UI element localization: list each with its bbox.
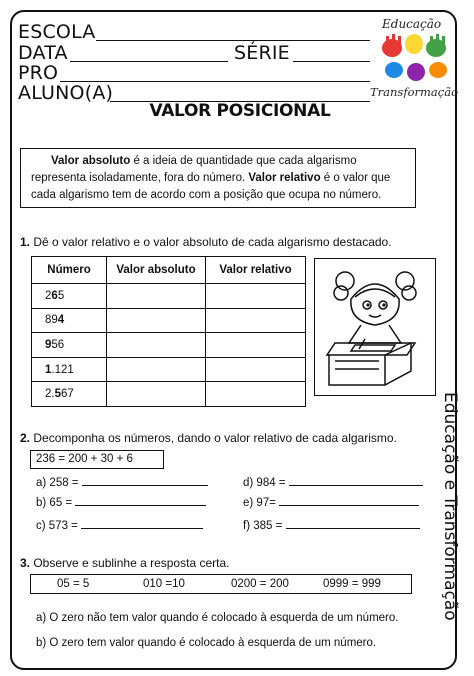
serie-line[interactable] bbox=[293, 61, 370, 62]
term-valor-relativo: Valor relativo bbox=[248, 172, 321, 184]
zero-examples-box bbox=[30, 574, 412, 594]
aluno-label: ALUNO(A) bbox=[18, 82, 114, 104]
side-watermark-text: Educação e Transformação bbox=[440, 392, 460, 621]
table-row bbox=[32, 308, 306, 333]
data-label: DATA bbox=[18, 42, 68, 64]
serie-label: SÉRIE bbox=[234, 42, 290, 64]
item-b: b) 65 = bbox=[36, 496, 206, 509]
definition-valor-absoluto: é a ideia de quantidade que cada algarismo representa isoladamente, fora do número. bbox=[31, 155, 357, 184]
logo-bottom-text: Transformação bbox=[370, 85, 458, 98]
table-row bbox=[32, 382, 306, 407]
answer-cell-absoluto[interactable] bbox=[107, 308, 206, 333]
option-a[interactable]: a) O zero não tem valor quando é colocado à esquerda de um número. bbox=[36, 612, 399, 624]
table-row bbox=[32, 284, 306, 309]
question-1: 1. Dê o valor relativo e o valor absoluto de cada algarismo destacado. bbox=[20, 235, 392, 249]
col-header-numero: Número bbox=[32, 257, 107, 284]
answer-blank-f[interactable] bbox=[286, 519, 420, 529]
answer-blank-d[interactable] bbox=[289, 476, 423, 486]
item-a: a) 258 = bbox=[36, 476, 208, 489]
pro-label: PRO bbox=[18, 62, 59, 84]
item-f: f) 385 = bbox=[243, 519, 420, 532]
option-b[interactable]: b) O zero tem valor quando é colocado à esquerda de um número. bbox=[36, 637, 377, 649]
table-row bbox=[32, 333, 306, 358]
question-2: 2. Decomponha os números, dando o valor relativo de cada algarismo. bbox=[20, 431, 397, 445]
number-cell: 265 bbox=[32, 284, 107, 309]
question-3: 3. Observe e sublinhe a resposta certa. bbox=[20, 556, 230, 570]
item-d: d) 984 = bbox=[243, 476, 423, 489]
answer-cell-relativo[interactable] bbox=[206, 357, 306, 382]
zero-example: 0200 = 200 bbox=[231, 578, 289, 590]
escola-line[interactable] bbox=[96, 40, 370, 41]
answer-blank-a[interactable] bbox=[82, 476, 208, 486]
answer-cell-absoluto[interactable] bbox=[107, 284, 206, 309]
zero-example: 010 =10 bbox=[143, 578, 185, 590]
answer-blank-b[interactable] bbox=[75, 496, 206, 506]
number-cell: 894 bbox=[32, 308, 107, 333]
educacao-transformacao-logo bbox=[368, 14, 464, 98]
zero-example: 0999 = 999 bbox=[323, 578, 381, 590]
answer-blank-e[interactable] bbox=[279, 496, 419, 506]
item-e: e) 97= bbox=[243, 496, 419, 509]
answer-blank-c[interactable] bbox=[81, 519, 203, 529]
logo-top-text: Educação bbox=[382, 17, 442, 31]
logo-middle-text: e bbox=[412, 51, 420, 65]
number-cell: 1.121 bbox=[32, 357, 107, 382]
answer-cell-relativo[interactable] bbox=[206, 382, 306, 407]
example-decomposition: 236 = 200 + 30 + 6 bbox=[30, 450, 164, 469]
definition-box bbox=[20, 148, 416, 208]
col-header-valor-absoluto: Valor absoluto bbox=[107, 257, 206, 284]
student-desk-illustration bbox=[314, 258, 436, 396]
answer-cell-absoluto[interactable] bbox=[107, 382, 206, 407]
zero-example: 05 = 5 bbox=[57, 578, 90, 590]
definition-valor-relativo: é o valor que cada algarismo tem de acordo com a posição que ocupa no número. bbox=[31, 172, 391, 201]
page-title: VALOR POSICIONAL bbox=[149, 101, 331, 121]
answer-cell-absoluto[interactable] bbox=[107, 333, 206, 358]
number-cell: 956 bbox=[32, 333, 107, 358]
col-header-valor-relativo: Valor relativo bbox=[206, 257, 306, 284]
term-valor-absoluto: Valor absoluto bbox=[51, 155, 131, 167]
item-c: c) 573 = bbox=[36, 519, 203, 532]
value-table bbox=[31, 256, 306, 407]
answer-cell-absoluto[interactable] bbox=[107, 357, 206, 382]
answer-cell-relativo[interactable] bbox=[206, 308, 306, 333]
answer-cell-relativo[interactable] bbox=[206, 284, 306, 309]
data-line[interactable] bbox=[70, 61, 228, 62]
escola-label: ESCOLA bbox=[18, 21, 96, 43]
number-cell: 2.567 bbox=[32, 382, 107, 407]
answer-cell-relativo[interactable] bbox=[206, 333, 306, 358]
table-row bbox=[32, 357, 306, 382]
